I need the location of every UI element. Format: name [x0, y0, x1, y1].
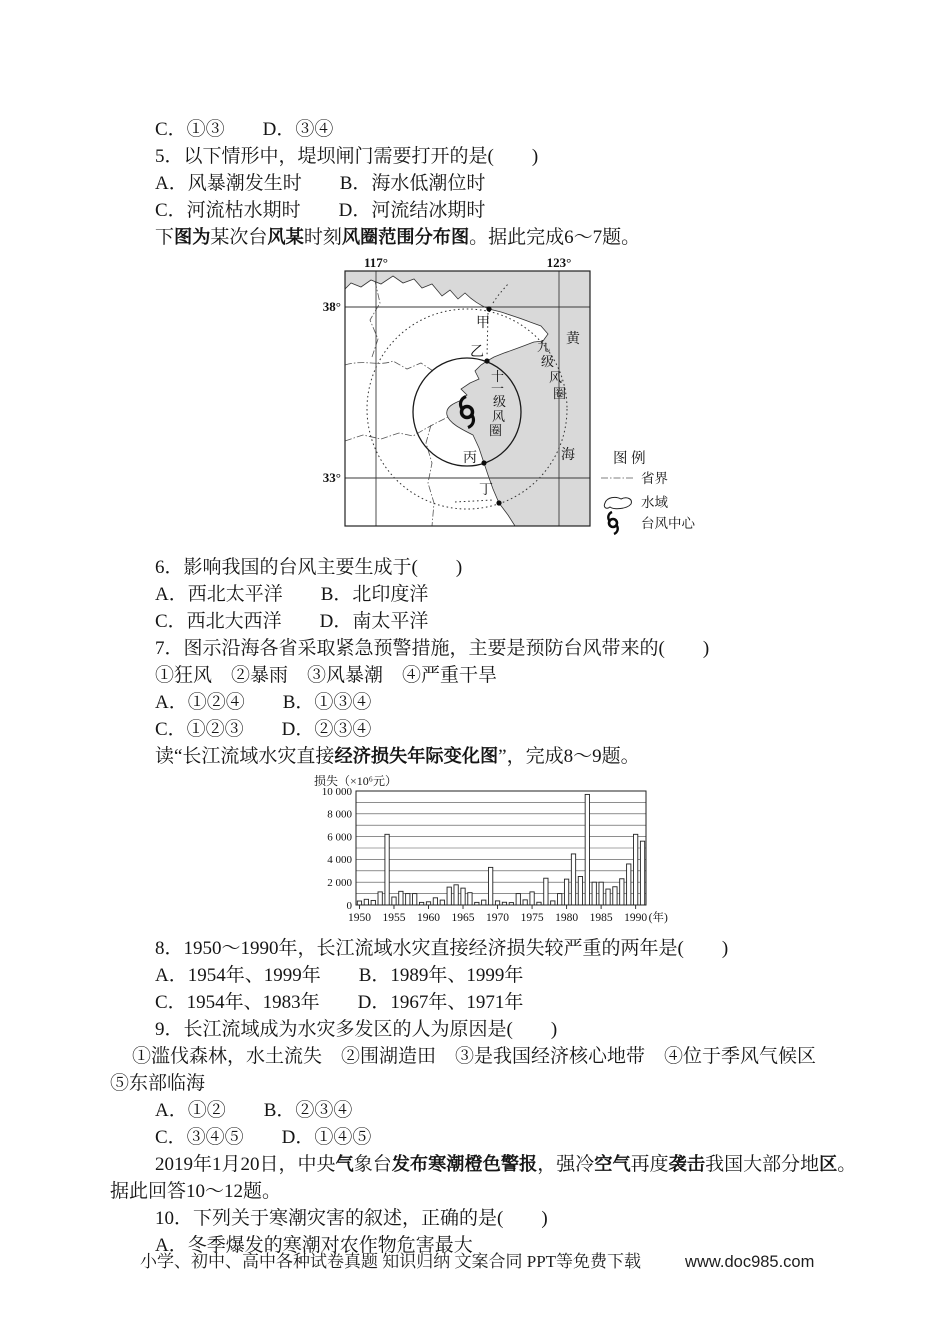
text-line [110, 1151, 895, 1178]
text-line [110, 116, 895, 143]
bold-text-segment: 风某 [267, 227, 304, 247]
chart-bar-1966 [468, 893, 472, 905]
text-segment: ，强冷 [537, 1154, 595, 1175]
typhoon-center-icon [608, 512, 617, 534]
text-line [110, 581, 895, 608]
text-line [110, 1070, 895, 1097]
chart-bar-1963 [447, 887, 451, 905]
question-block-6-7 [110, 554, 895, 770]
text-line [110, 743, 895, 770]
text-line [110, 962, 895, 989]
text-segment: 下 [155, 227, 175, 248]
text-line [110, 1097, 895, 1124]
text-segment: ①狂风 ②暴雨 ③风暴潮 ④严重干旱 [155, 665, 498, 686]
text-segment: A．①② B．②③④ [155, 1100, 353, 1121]
question-block-8-10 [110, 935, 895, 1259]
bold-text-segment: 袭击 [668, 1154, 706, 1174]
chart-bar-1955 [392, 897, 396, 905]
chart-bar-1957 [406, 894, 410, 905]
text-segment: 5．以下情形中，堤坝闸门需要打开的是( ) [155, 146, 539, 167]
wind11-label-char: 风 [492, 409, 506, 424]
text-segment: 再度 [630, 1154, 669, 1175]
point-jia-label: 甲 [476, 316, 490, 331]
chart-bar-1982 [578, 877, 582, 906]
bold-text-segment: 发布寒潮橙色警报 [391, 1154, 538, 1174]
bold-text-segment: 气 [335, 1154, 354, 1174]
wind9-label-char: 级 [541, 354, 555, 369]
text-segment: A．风暴潮发生时 B．海水低潮位时 [155, 173, 486, 194]
text-segment: 10．下列关于寒潮灾害的叙述，正确的是( ) [155, 1208, 548, 1229]
text-segment: 时刻 [303, 227, 342, 248]
chart-bar-1973 [516, 894, 520, 905]
chart-bar-1985 [599, 882, 603, 905]
text-line [110, 689, 895, 716]
chart-bar-1962 [440, 900, 444, 905]
chart-xtick-label: 1960 [417, 912, 440, 924]
text-segment: 6．影响我国的台风主要生成于( ) [155, 557, 463, 578]
chart-ytick-label: 10 000 [321, 785, 352, 798]
text-segment: C．河流枯水期时 D．河流结冰期时 [155, 200, 486, 221]
typhoon-wind-circle-map [303, 257, 715, 544]
chart-bar-1950 [357, 901, 361, 905]
chart-bar-1974 [523, 900, 527, 905]
point-bing-dot [481, 460, 486, 465]
lat-label-38: 38° [322, 299, 341, 314]
text-segment: 8．1950～1990年，长江流域水灾直接经济损失较严重的两年是( ) [155, 938, 729, 959]
legend-water-label: 水域 [641, 495, 668, 510]
point-yi-dot [484, 358, 489, 363]
text-segment: 9．长江流域成为水灾多发区的人为原因是( ) [155, 1019, 558, 1040]
question-block-5 [110, 116, 895, 251]
chart-bar-1977 [544, 878, 548, 905]
chart-xtick-label: 1990 [624, 912, 648, 924]
wind9-label-char: 圈 [553, 386, 567, 401]
chart-bar-1979 [558, 894, 562, 905]
footer-site-link[interactable]: www.doc985.com [685, 1253, 815, 1271]
text-segment: A．1954年、1999年 B．1989年、1999年 [155, 965, 524, 986]
map-legend [601, 450, 695, 534]
text-line [110, 197, 895, 224]
chart-y-axis-title: 损失（×10⁶元） [314, 774, 397, 788]
chart-bar-1978 [551, 901, 555, 905]
text-segment: 。据此完成6～7题。 [469, 227, 641, 248]
chart-ytick-label: 4 000 [327, 854, 352, 867]
chart-bar-1952 [371, 900, 375, 905]
flood-loss-chart-svg [308, 773, 673, 925]
wind11-label-char: 十 [491, 369, 505, 384]
text-segment: C．③④⑤ D．①④⑤ [155, 1127, 372, 1148]
bold-text-segment: 图为 [174, 227, 211, 247]
lon-label-123: 123° [546, 257, 572, 270]
chart-ytick-label: 6 000 [327, 831, 352, 844]
chart-bar-1988 [620, 879, 624, 905]
chart-bar-1951 [364, 899, 368, 905]
chart-bar-1991 [640, 841, 644, 905]
chart-xtick-label: 1965 [451, 912, 475, 924]
point-bing-label: 丙 [463, 451, 477, 466]
wind9-label-char: 九 [537, 339, 551, 354]
text-line [110, 935, 895, 962]
chart-bar-1980 [564, 879, 568, 905]
chart-bar-1986 [606, 889, 610, 905]
chart-xtick-label: 1980 [555, 912, 579, 924]
text-segment: ”，完成8～9题。 [498, 746, 640, 767]
point-ding-label: 丁 [479, 483, 493, 498]
text-segment: ⑤东部临海 [110, 1073, 206, 1094]
text-line [110, 635, 895, 662]
chart-xtick-label: 1985 [589, 912, 613, 924]
sea-name-char: 黄 [566, 332, 580, 347]
legend-typhoon-label: 台风中心 [641, 516, 695, 531]
text-line [110, 662, 895, 689]
sea-name-char: 海 [561, 448, 575, 463]
chart-xtick-label: 1955 [382, 912, 406, 924]
lat-label-33: 33° [322, 470, 341, 485]
text-line [110, 1124, 895, 1151]
point-yi-label: 乙 [470, 345, 484, 360]
chart-bar-1965 [461, 888, 465, 905]
text-line [110, 224, 895, 251]
wind11-label-char: 圈 [489, 423, 503, 438]
chart-xtick-label: 1950 [347, 912, 371, 924]
exam-content [110, 116, 895, 1259]
text-line [110, 554, 895, 581]
chart-bar-1964 [454, 885, 458, 905]
chart-bar-1961 [433, 898, 437, 905]
text-segment: 读“长江流域水灾直接 [155, 746, 335, 767]
lon-label-117: 117° [364, 257, 388, 270]
text-line [110, 1205, 895, 1232]
wind11-label-char: 一 [491, 381, 505, 396]
wind11-label-char: 级 [493, 394, 507, 409]
chart-bar-1990 [633, 834, 637, 905]
wind9-label-char: 风 [549, 370, 563, 385]
chart-bar-1984 [592, 882, 596, 905]
text-line [110, 716, 895, 743]
chart-ytick-label: 0 [346, 899, 352, 912]
chart-ytick-label: 2 000 [327, 877, 352, 889]
bold-text-segment: 风圈范围分布图 [341, 227, 470, 247]
legend-boundary-label: 省界 [641, 471, 668, 486]
flood-loss-chart [308, 773, 673, 930]
bold-text-segment: 区 [819, 1154, 838, 1174]
legend-title: 图 例 [613, 451, 646, 467]
text-segment: 据此回答10～12题。 [110, 1181, 282, 1202]
water-area-icon [604, 497, 631, 508]
chart-bar-1953 [378, 892, 382, 905]
text-segment: ①滥伐森林，水土流失 ②围湖造田 ③是我国经济核心地带 ④位于季风气候区 [132, 1046, 817, 1067]
province-boundary-line [370, 281, 380, 357]
text-segment: 。 [837, 1154, 857, 1175]
chart-bar-1975 [530, 892, 534, 905]
chart-bar-1968 [482, 900, 486, 905]
province-boundary-line [345, 361, 433, 371]
text-segment: C．1954年、1983年 D．1967年、1971年 [155, 992, 524, 1013]
text-segment: C．①③ D．③④ [155, 119, 334, 140]
chart-bar-1987 [613, 887, 617, 905]
text-segment: 7．图示沿海各省采取紧急预警措施，主要是预防台风带来的( ) [155, 638, 710, 659]
chart-bar-1954 [385, 834, 389, 905]
text-line [110, 170, 895, 197]
point-ding-dot [496, 500, 501, 505]
page-footer [140, 1247, 814, 1272]
text-line [110, 1178, 895, 1205]
chart-ytick-label: 8 000 [327, 808, 352, 821]
chart-bar-1983 [585, 794, 589, 905]
chart-xtick-label: 1970 [486, 912, 510, 924]
province-boundary-line [426, 425, 434, 526]
text-line [110, 1016, 895, 1043]
text-segment: C．①②③ D．②③④ [155, 719, 372, 740]
text-segment: C．西北大西洋 D．南太平洋 [155, 611, 429, 632]
text-line [110, 143, 895, 170]
dotted-segment-bottom [455, 500, 493, 502]
text-segment: A．①②④ B．①③④ [155, 692, 372, 713]
province-boundary-line [345, 417, 448, 441]
chart-bar-1970 [495, 901, 499, 905]
bold-text-segment: 经济损失年际变化图 [334, 746, 499, 766]
text-segment: 我国大部分地 [705, 1154, 820, 1175]
chart-bar-1956 [399, 891, 403, 905]
text-segment: 某次台 [210, 227, 268, 248]
chart-bar-1989 [627, 864, 631, 905]
chart-x-unit-label: (年) [648, 912, 668, 924]
text-segment: A．冬季爆发的寒潮对农作物危害最大 [155, 1235, 473, 1256]
chart-bar-1969 [488, 867, 492, 905]
text-segment: A．西北太平洋 B．北印度洋 [155, 584, 429, 605]
typhoon-map-svg [303, 257, 715, 539]
chart-bar-1958 [413, 894, 417, 905]
point-jia-dot [486, 306, 491, 311]
text-line [110, 1043, 895, 1070]
text-line [110, 989, 895, 1016]
text-segment: 2019年1月20日，中央 [155, 1154, 336, 1175]
chart-bar-1981 [571, 854, 575, 905]
footer-text: 小学、初中、高中各种试卷真题 知识归纳 文案合同 PPT等免费下载 [140, 1252, 642, 1271]
text-segment: 象台 [353, 1154, 392, 1175]
chart-xtick-label: 1975 [520, 912, 544, 924]
text-line [110, 608, 895, 635]
bold-text-segment: 空气 [594, 1154, 631, 1174]
